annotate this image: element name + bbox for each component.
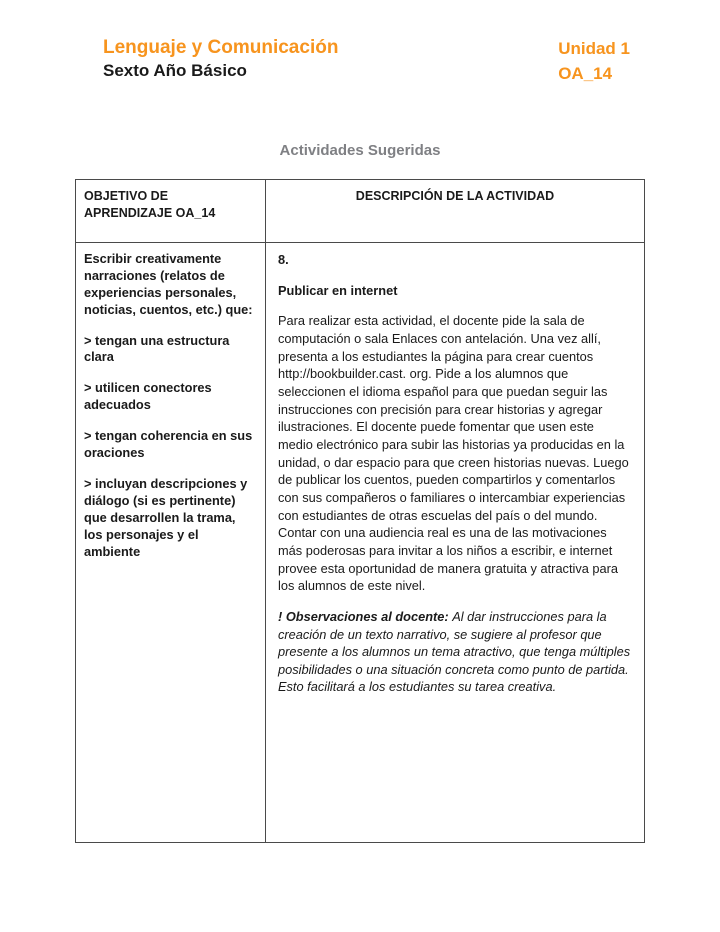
- unit-label: Unidad 1: [558, 39, 630, 58]
- activity-body: Para realizar esta actividad, el docente pide la sala de computación o sala Enlaces con antelación. Una vez allí, presenta a los estudiantes la página para crear cuentos http://bookbuilder.cast. org. Pide a los alumnos que seleccionen el idioma español para que puedan seguir las instrucciones con precisión para crear historias y agregar ilustraciones. El docente puede fomentar que usen este medio electrónico para subir las historias ya producidas en la unidad, o dar espacio para que creen historias nuevas. Luego de publicar los cuentos, pueden compartirlos y comentarlos con sus compañeros o familiares o intercambiar experiencias con estudiantes de otras escuelas del país o del mundo. Contar con una audiencia real es una de las motivaciones más poderosas para invitar a los niños a escribir, e internet provee esta oportunidad de manera gratuita y atractiva para los alumnos de este nivel.: [278, 313, 629, 594]
- objective-bullet: > incluyan descripciones y diálogo (si es pertinente) que desarrollen la trama, los personajes y el ambiente: [84, 475, 248, 559]
- column-header-objective: OBJETIVO DE APRENDIZAJE OA_14: [76, 180, 266, 243]
- teacher-note: [278, 608, 632, 696]
- teacher-note-label: ! Observaciones al docente:: [278, 608, 453, 624]
- subject-title: Lenguaje y Comunicación: [103, 37, 339, 58]
- description-cell: [266, 243, 645, 843]
- teacher-note-body: Al dar instrucciones para la creación de un texto narrativo, se sugiere al profesor que presente a los alumnos un tema atractivo, que tenga múltiples posibilidades o una situación concreta como punto de partida. Esto facilitará a los estudiantes su tarea creativa.: [278, 608, 631, 695]
- oa-label: OA_14: [558, 63, 613, 83]
- activity-number: 8.: [278, 252, 289, 268]
- header-left-block: [103, 36, 338, 82]
- table-body-row: [76, 243, 645, 843]
- column-header-description: DESCRIPCIÓN DE LA ACTIVIDAD: [266, 180, 645, 243]
- objective-bullet: > utilicen conectores adecuados: [84, 380, 212, 413]
- objective-intro: Escribir creativamente narraciones (relatos de experiencias personales, noticias, cuentos, etc.) que:: [84, 251, 253, 317]
- activity-title: Publicar en internet: [278, 282, 398, 298]
- objective-bullet: > tengan coherencia en sus oraciones: [84, 428, 253, 461]
- grade-subtitle: Sexto Año Básico: [103, 60, 247, 80]
- document-header: [103, 36, 630, 86]
- table-header-row: [76, 180, 645, 243]
- objective-bullet: > tengan una estructura clara: [84, 332, 230, 365]
- activities-table: [75, 179, 645, 843]
- header-right-block: [558, 36, 630, 86]
- section-title: Actividades Sugeridas: [279, 142, 441, 160]
- objective-cell: [76, 243, 266, 843]
